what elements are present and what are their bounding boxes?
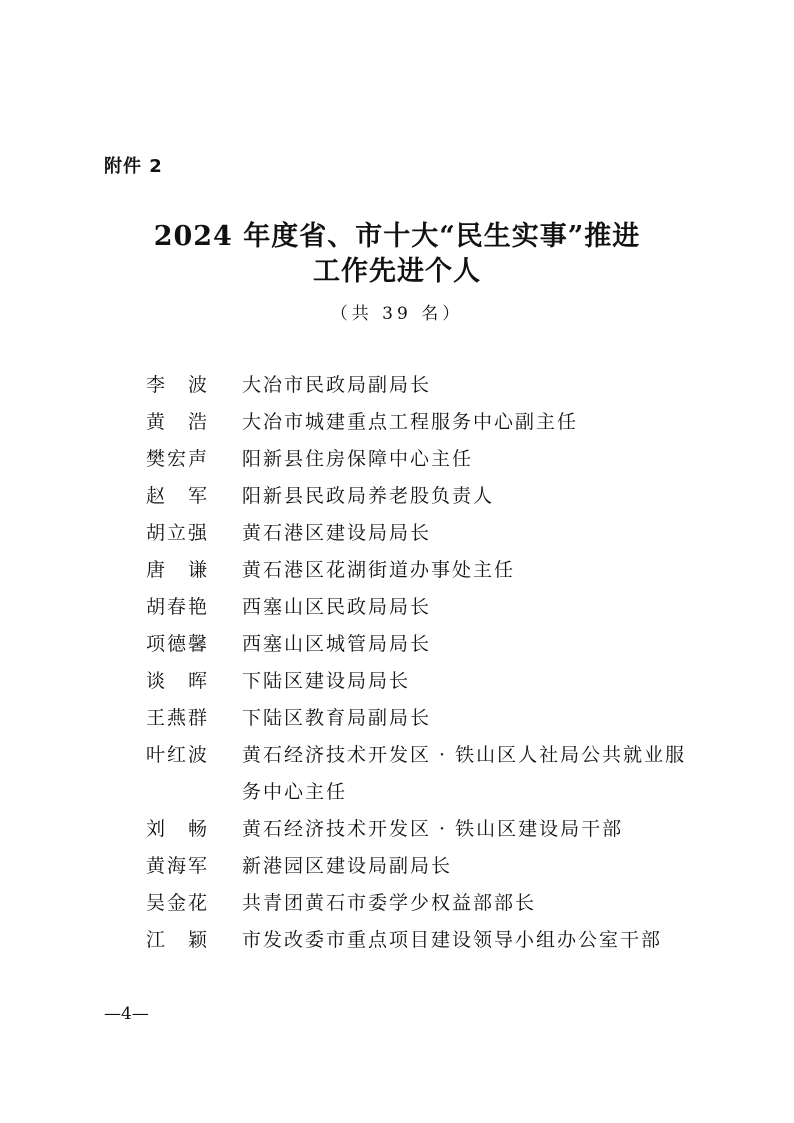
list-item xyxy=(146,404,706,441)
list-item xyxy=(146,811,706,848)
person-name: 刘 畅 xyxy=(146,818,210,840)
list-item xyxy=(146,515,706,552)
list-item xyxy=(146,922,706,959)
list-item xyxy=(146,848,706,885)
person-name: 吴金花 xyxy=(146,892,210,914)
person-name: 赵 军 xyxy=(146,485,210,507)
person-title: 新港园区建设局副局长 xyxy=(242,855,453,877)
person-name: 叶红波 xyxy=(146,744,210,766)
list-item xyxy=(146,737,706,811)
person-name: 谈 晖 xyxy=(146,670,210,692)
person-title: 黄石经济技术开发区 · 铁山区建设局干部 xyxy=(242,818,624,840)
person-title: 大冶市民政局副局长 xyxy=(242,374,432,396)
person-title: 西塞山区城管局局长 xyxy=(242,633,432,655)
person-title: 大冶市城建重点工程服务中心副主任 xyxy=(242,411,579,433)
person-title: 阳新县民政局养老股负责人 xyxy=(242,485,495,507)
person-name: 江 颖 xyxy=(146,929,210,951)
person-title: 下陆区建设局局长 xyxy=(242,670,411,692)
list-item xyxy=(146,552,706,589)
person-title: 市发改委市重点项目建设领导小组办公室干部 xyxy=(242,929,663,951)
list-item xyxy=(146,663,706,700)
person-name: 胡春艳 xyxy=(146,596,210,618)
attachment-label: 附件 2 xyxy=(104,156,163,177)
person-title: 西塞山区民政局局长 xyxy=(242,596,432,618)
page-number: —4— xyxy=(104,1004,149,1024)
person-name: 项德馨 xyxy=(146,633,210,655)
person-name: 李 波 xyxy=(146,374,210,396)
list-item xyxy=(146,441,706,478)
list-item xyxy=(146,885,706,922)
document-title-line-2: 工作先进个人 xyxy=(313,256,481,287)
list-item xyxy=(146,589,706,626)
list-item xyxy=(146,478,706,515)
person-title: 阳新县住房保障中心主任 xyxy=(242,448,474,470)
people-list xyxy=(146,367,706,959)
person-title: 黄石港区花湖街道办事处主任 xyxy=(242,559,516,581)
list-item xyxy=(146,626,706,663)
person-name: 黄海军 xyxy=(146,855,210,877)
person-name: 樊宏声 xyxy=(146,448,210,470)
list-item xyxy=(146,367,706,404)
person-title: 黄石港区建设局局长 xyxy=(242,522,432,544)
person-name: 黄 浩 xyxy=(146,411,210,433)
count-note: （共 39 名） xyxy=(330,304,464,324)
person-title: 下陆区教育局副局长 xyxy=(242,707,432,729)
person-title: 黄石经济技术开发区 · 铁山区人社局公共就业服务中心主任 xyxy=(242,744,687,803)
person-title: 共青团黄石市委学少权益部部长 xyxy=(242,892,537,914)
document-title-line-1: 2024 年度省、市十大“民生实事”推进 xyxy=(153,221,641,252)
person-name: 王燕群 xyxy=(146,707,210,729)
list-item xyxy=(146,700,706,737)
person-name: 唐 谦 xyxy=(146,559,210,581)
person-name: 胡立强 xyxy=(146,522,210,544)
